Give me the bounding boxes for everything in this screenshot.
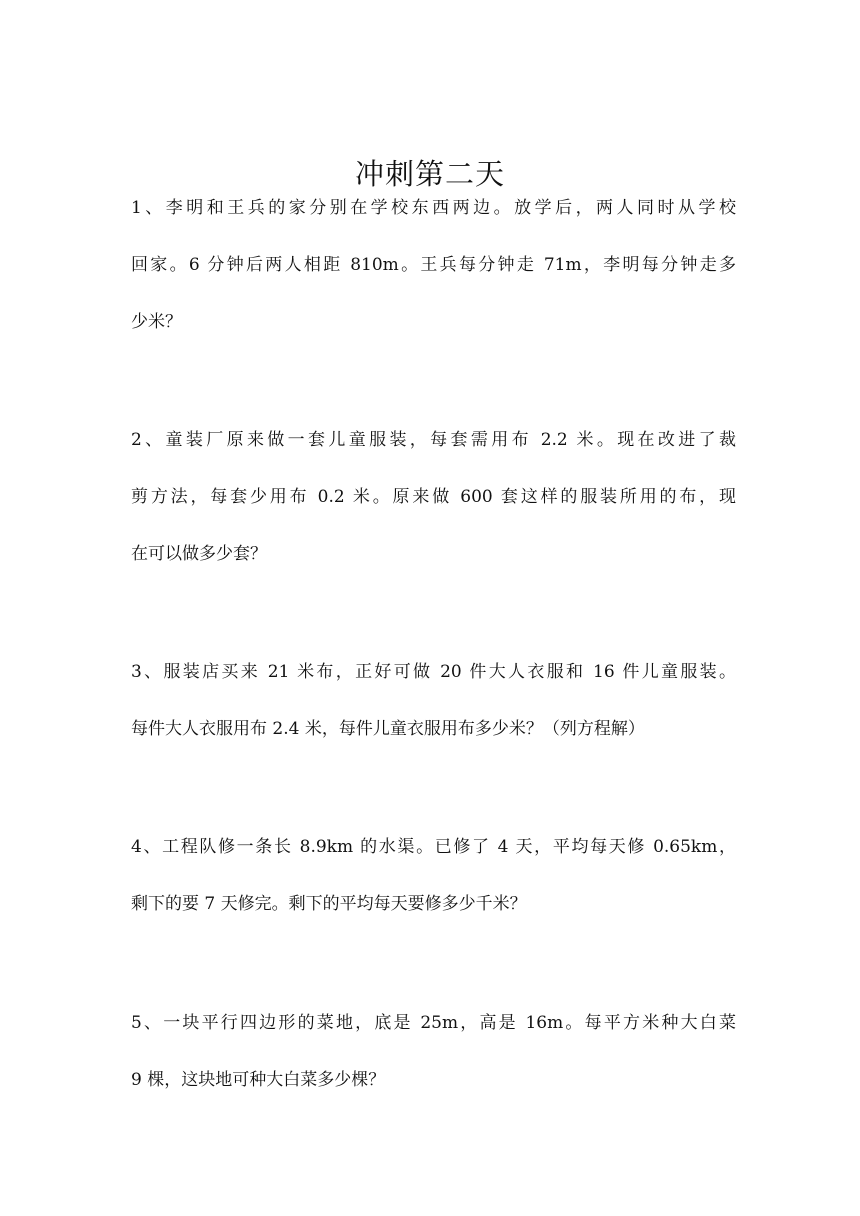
question-line: 少米？ <box>131 312 182 332</box>
question-line: 3、服装店买来 21 米布，正好可做 20 件大人衣服和 16 件儿童服装。 <box>131 662 736 682</box>
page-title: 冲刺第二天 <box>354 157 505 191</box>
question-2 <box>131 425 736 596</box>
question-line: 2、童装厂原来做一套儿童服装，每套需用布 2.2 米。现在改进了裁 <box>131 430 736 450</box>
question-line: 在可以做多少套？ <box>131 544 267 564</box>
question-3 <box>131 657 736 771</box>
question-1 <box>131 193 736 364</box>
question-line: 每件大人衣服用布 2.4 米，每件儿童衣服用布多少米？（列方程解） <box>131 719 645 739</box>
question-line: 4、工程队修一条长 8.9km 的水渠。已修了 4 天，平均每天修 0.65km， <box>131 837 736 857</box>
question-line: 5、一块平行四边形的菜地，底是 25m，高是 16m。每平方米种大白菜 <box>131 1013 736 1033</box>
question-line: 1、李明和王兵的家分别在学校东西两边。放学后，两人同时从学校 <box>131 198 736 218</box>
question-line: 剩下的要 7 天修完。剩下的平均每天要修多少千米？ <box>131 894 527 914</box>
question-line: 剪方法，每套少用布 0.2 米。原来做 600 套这样的服装所用的布，现 <box>131 487 736 507</box>
question-5 <box>131 1008 736 1122</box>
question-4 <box>131 832 736 946</box>
question-line: 回家。6 分钟后两人相距 810m。王兵每分钟走 71m，李明每分钟走多 <box>131 255 736 275</box>
question-line: 9 棵，这块地可种大白菜多少棵？ <box>131 1070 386 1090</box>
